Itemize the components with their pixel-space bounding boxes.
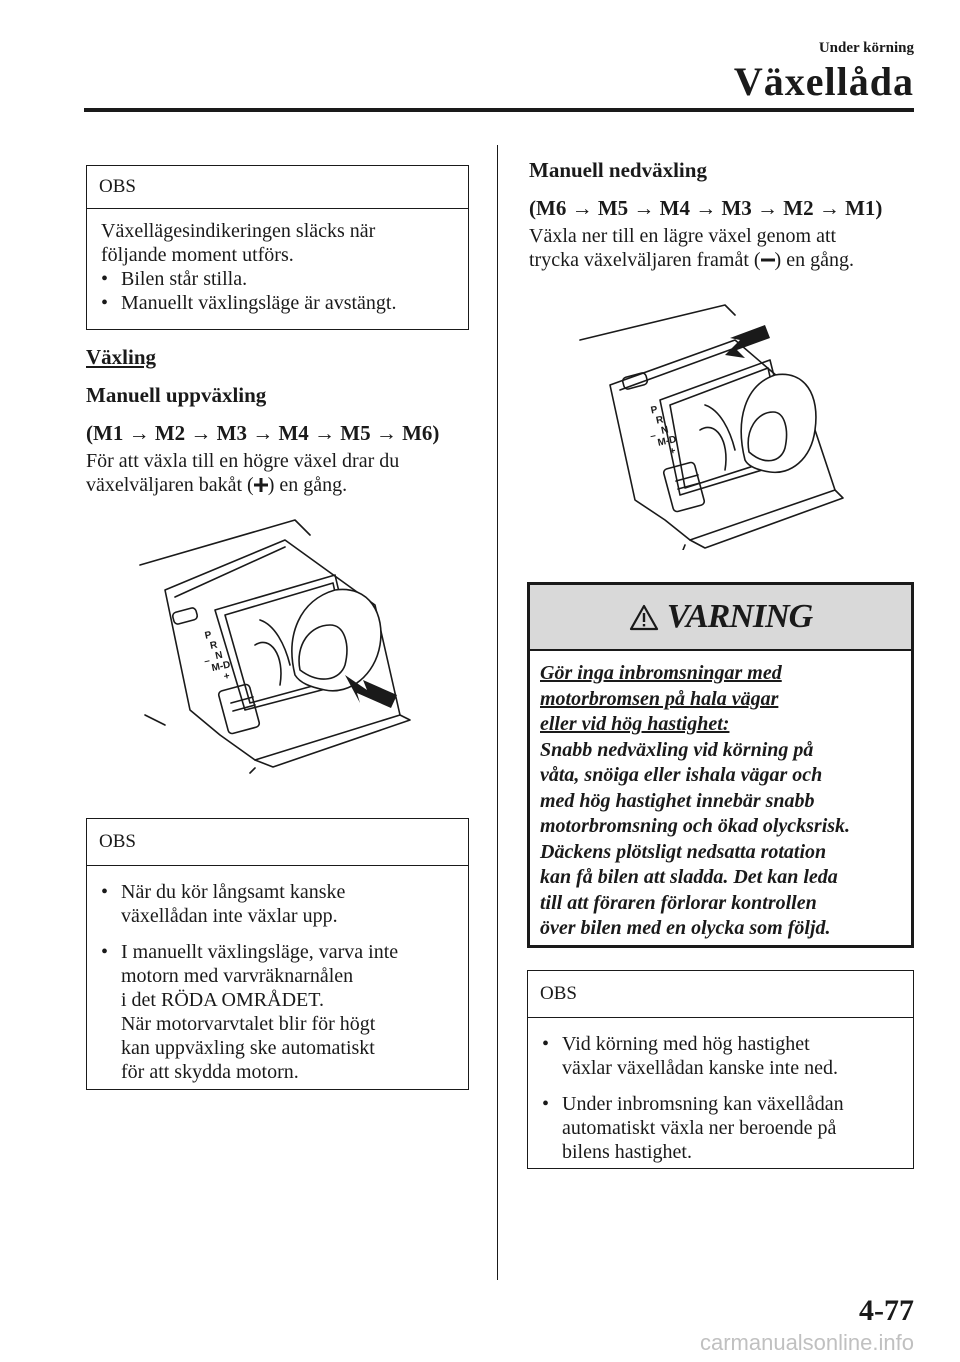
instruction-down: Växla ner till en lägre växel genom att trycka växelväljaren framåt ( ) en gång. (529, 225, 854, 271)
warning-title: VARNING (666, 598, 813, 635)
gear-label-r: R (655, 414, 665, 427)
gear-label-p: P (203, 629, 213, 642)
page-number: 4-77 (859, 1294, 914, 1327)
heading-vaxling: Växling (86, 345, 157, 369)
gear-label-n: N (660, 424, 670, 437)
heading-uppvaxling: Manuell uppväxling (86, 383, 267, 407)
instruction-up: För att växla till en högre växel drar du växelväljaren bakåt ( ) en gång. (86, 450, 400, 496)
gear-label-n: N (214, 649, 224, 663)
note-box-1 (86, 165, 469, 330)
note-label: OBS (528, 971, 913, 1018)
minus-icon (761, 253, 775, 267)
gear-sequence-up: (M1 → M2 → M3 → M4 → M5 → M6) (86, 421, 440, 445)
column-divider (497, 145, 498, 1280)
note-label: OBS (87, 819, 468, 866)
gear-sequence-down: (M6 → M5 → M4 → M3 → M2 → M1) (529, 196, 883, 220)
warning-lead: Gör inga inbromsningar med motorbromsen på hala vägar eller vid hög hastighet: (540, 662, 782, 735)
warning-header (530, 585, 911, 651)
gear-label-minus: – (649, 430, 657, 443)
heading-nedvaxling: Manuell nedväxling (529, 158, 707, 182)
page-title: Växellåda (733, 59, 914, 104)
gear-label-p: P (649, 404, 659, 417)
list-item: • Bilen står stilla. (101, 268, 248, 290)
warning-text: Snabb nedväxling vid körning på våta, snöiga eller ishala vägar och med hög hastighet innebär snabb motorbromsning och ökad olycksrisk. Däckens plötsligt nedsatta rotation kan få bilen att sladda. Det kan leda till att föraren förlorar kontrollen över bilen med en olycka som följd. (540, 738, 851, 939)
gear-label-md: M-D (656, 434, 678, 449)
gear-label-md: M-D (210, 659, 232, 675)
plus-icon (254, 478, 268, 492)
gear-label-plus: + (222, 670, 231, 683)
gear-label-minus: – (203, 655, 211, 668)
note-box-2 (86, 818, 469, 1090)
note-box-3 (527, 970, 914, 1169)
gear-label-plus: + (668, 445, 677, 458)
list-item: • Vid körning med hög hastighet växlar växellådan kanske inte ned. (542, 1033, 838, 1079)
list-item: • Manuellt växlingsläge är avstängt. (101, 292, 397, 314)
warning-triangle-icon (629, 604, 659, 631)
watermark: carmanualsonline.info (699, 1330, 914, 1355)
list-item: • Under inbromsning kan växellådan automatiskt växla ner beroende på bilens hastighet. (542, 1093, 844, 1163)
warning-box (527, 582, 914, 948)
gear-label-r: R (209, 639, 219, 652)
section-label: Under körning (818, 40, 914, 56)
shift-lever-illustration-up (135, 515, 435, 775)
shift-lever-illustration-down (575, 300, 875, 550)
note-intro: Växellägesindikeringen släcks när följande moment utförs. (101, 220, 376, 266)
header-rule (84, 108, 914, 112)
list-item: • I manuellt växlingsläge, varva inte motorn med varvräknarnålen i det RÖDA OMRÅDET. När motorvarvtalet blir för högt kan uppväxling ske automatiskt för att skydda motorn. (101, 941, 399, 1083)
note-label: OBS (87, 166, 468, 209)
list-item: • När du kör långsamt kanske växellådan inte växlar upp. (101, 881, 346, 927)
